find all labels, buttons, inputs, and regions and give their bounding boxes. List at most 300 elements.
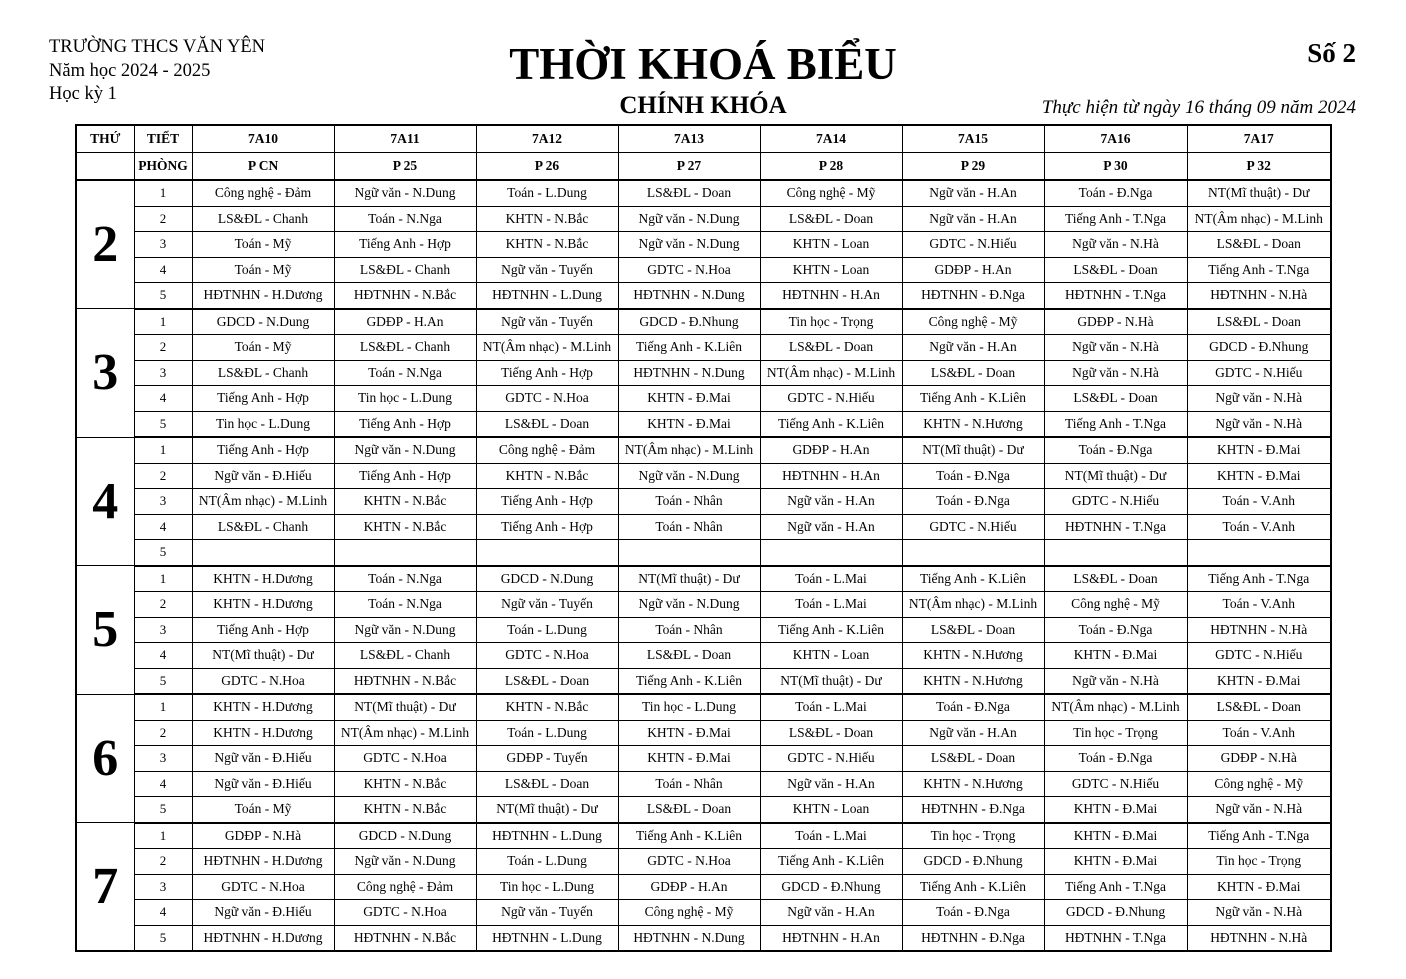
table-row (76, 257, 1331, 283)
lesson-cell: Toán - L.Mai (760, 566, 902, 592)
period-number: 5 (134, 797, 192, 823)
table-row (76, 411, 1331, 437)
lesson-cell: GDĐP - H.An (334, 309, 476, 335)
lesson-cell: HĐTNHN - N.Bắc (334, 925, 476, 951)
lesson-cell: GDĐP - N.Hà (1044, 309, 1187, 335)
lesson-cell: KHTN - H.Dương (192, 694, 334, 720)
lesson-cell: GDCD - N.Dung (476, 566, 618, 592)
lesson-cell: KHTN - Đ.Mai (1044, 797, 1187, 823)
lesson-cell: NT(Mĩ thuật) - Dư (902, 437, 1044, 463)
day-label: 3 (76, 309, 134, 438)
lesson-cell: Ngữ văn - N.Dung (334, 617, 476, 643)
lesson-cell: Ngữ văn - N.Hà (1187, 386, 1331, 412)
room-header: P 26 (476, 153, 618, 181)
table-row (76, 514, 1331, 540)
lesson-cell: HĐTNHN - Đ.Nga (902, 925, 1044, 951)
lesson-cell (476, 540, 618, 566)
table-row (76, 746, 1331, 772)
lesson-cell: GDTC - N.Hiếu (1187, 643, 1331, 669)
lesson-cell: GDĐP - H.An (618, 874, 760, 900)
lesson-cell: HĐTNHN - H.Dương (192, 849, 334, 875)
class-header: 7A11 (334, 125, 476, 153)
lesson-cell: Ngữ văn - N.Dung (618, 592, 760, 618)
table-row (76, 335, 1331, 361)
lesson-cell: Toán - Đ.Nga (1044, 437, 1187, 463)
lesson-cell: Tiếng Anh - K.Liên (902, 386, 1044, 412)
room-header: P CN (192, 153, 334, 181)
period-number: 4 (134, 257, 192, 283)
lesson-cell: HĐTNHN - L.Dung (476, 823, 618, 849)
table-row (76, 489, 1331, 515)
lesson-cell: GDCD - Đ.Nhung (1187, 335, 1331, 361)
lesson-cell: NT(Mĩ thuật) - Dư (192, 643, 334, 669)
lesson-cell: Ngữ văn - Đ.Hiếu (192, 463, 334, 489)
school-name: TRƯỜNG THCS VĂN YÊN (49, 37, 265, 57)
lesson-cell: Công nghệ - Mỹ (618, 900, 760, 926)
lesson-cell: Toán - Nhân (618, 617, 760, 643)
lesson-cell: GDTC - N.Hoa (618, 849, 760, 875)
lesson-cell (192, 540, 334, 566)
lesson-cell: LS&ĐL - Doan (1187, 694, 1331, 720)
lesson-cell: Tiếng Anh - Hợp (334, 411, 476, 437)
lesson-cell: LS&ĐL - Doan (902, 746, 1044, 772)
school-term: Học kỳ 1 (49, 84, 117, 104)
lesson-cell: NT(Mĩ thuật) - Dư (334, 694, 476, 720)
lesson-cell: HĐTNHN - T.Nga (1044, 925, 1187, 951)
lesson-cell: GDTC - N.Hoa (476, 643, 618, 669)
lesson-cell: NT(Âm nhạc) - M.Linh (618, 437, 760, 463)
lesson-cell: Toán - V.Anh (1187, 514, 1331, 540)
lesson-cell: Ngữ văn - H.An (902, 335, 1044, 361)
lesson-cell: Toán - V.Anh (1187, 720, 1331, 746)
lesson-cell: Ngữ văn - N.Dung (618, 463, 760, 489)
lesson-cell: NT(Mĩ thuật) - Dư (476, 797, 618, 823)
lesson-cell: GDCD - N.Dung (334, 823, 476, 849)
lesson-cell: NT(Mĩ thuật) - Dư (1044, 463, 1187, 489)
lesson-cell: GDĐP - H.An (902, 257, 1044, 283)
period-number: 2 (134, 463, 192, 489)
lesson-cell: LS&ĐL - Doan (476, 771, 618, 797)
lesson-cell: LS&ĐL - Doan (618, 180, 760, 206)
room-header: P 32 (1187, 153, 1331, 181)
lesson-cell: Ngữ văn - N.Hà (1044, 232, 1187, 258)
col-header-period: TIẾT (134, 125, 192, 153)
lesson-cell: HĐTNHN - N.Dung (618, 925, 760, 951)
lesson-cell (1187, 540, 1331, 566)
period-number: 3 (134, 874, 192, 900)
lesson-cell: LS&ĐL - Doan (902, 617, 1044, 643)
lesson-cell: KHTN - N.Bắc (476, 232, 618, 258)
day-label: 5 (76, 566, 134, 695)
lesson-cell: Ngữ văn - N.Dung (334, 849, 476, 875)
lesson-cell: GDĐP - Tuyến (476, 746, 618, 772)
lesson-cell: GDTC - N.Hoa (192, 874, 334, 900)
lesson-cell: Toán - L.Mai (760, 823, 902, 849)
lesson-cell: HĐTNHN - N.Hà (1187, 925, 1331, 951)
lesson-cell: Ngữ văn - Đ.Hiếu (192, 746, 334, 772)
lesson-cell: Ngữ văn - N.Dung (334, 437, 476, 463)
lesson-cell: NT(Âm nhạc) - M.Linh (476, 335, 618, 361)
lesson-cell: Toán - Nhân (618, 514, 760, 540)
lesson-cell: Tin học - L.Dung (334, 386, 476, 412)
lesson-cell: Ngữ văn - Tuyến (476, 900, 618, 926)
lesson-cell: Toán - N.Nga (334, 360, 476, 386)
lesson-cell: HĐTNHN - H.Dương (192, 283, 334, 309)
period-number: 3 (134, 360, 192, 386)
lesson-cell: Toán - Đ.Nga (1044, 617, 1187, 643)
period-number: 4 (134, 643, 192, 669)
lesson-cell: GDTC - N.Hiếu (760, 386, 902, 412)
lesson-cell: Tin học - Trọng (1187, 849, 1331, 875)
table-row (76, 720, 1331, 746)
lesson-cell: GDCD - Đ.Nhung (618, 309, 760, 335)
lesson-cell: Toán - Đ.Nga (902, 463, 1044, 489)
class-header: 7A15 (902, 125, 1044, 153)
lesson-cell: Công nghệ - Đảm (476, 437, 618, 463)
lesson-cell: Ngữ văn - Đ.Hiếu (192, 771, 334, 797)
lesson-cell: Tin học - Trọng (760, 309, 902, 335)
lesson-cell: NT(Âm nhạc) - M.Linh (334, 720, 476, 746)
lesson-cell: HĐTNHN - N.Dung (618, 283, 760, 309)
period-number: 1 (134, 694, 192, 720)
lesson-cell: LS&ĐL - Doan (1044, 257, 1187, 283)
lesson-cell: Ngữ văn - N.Hà (1187, 797, 1331, 823)
lesson-cell: Tiếng Anh - K.Liên (760, 411, 902, 437)
lesson-cell: Toán - Nhân (618, 771, 760, 797)
room-header: P 25 (334, 153, 476, 181)
col-header-blank (76, 153, 134, 181)
lesson-cell: KHTN - Loan (760, 257, 902, 283)
lesson-cell: KHTN - Đ.Mai (1044, 849, 1187, 875)
period-number: 2 (134, 206, 192, 232)
lesson-cell: Toán - Nhân (618, 489, 760, 515)
lesson-cell: Ngữ văn - N.Hà (1044, 335, 1187, 361)
lesson-cell: Ngữ văn - H.An (760, 900, 902, 926)
lesson-cell: GDTC - N.Hoa (192, 668, 334, 694)
lesson-cell: KHTN - N.Hương (902, 411, 1044, 437)
lesson-cell: HĐTNHN - Đ.Nga (902, 797, 1044, 823)
lesson-cell: LS&ĐL - Doan (760, 206, 902, 232)
lesson-cell: KHTN - N.Hương (902, 668, 1044, 694)
lesson-cell: Toán - L.Dung (476, 617, 618, 643)
lesson-cell: HĐTNHN - N.Bắc (334, 668, 476, 694)
lesson-cell: LS&ĐL - Chanh (192, 206, 334, 232)
lesson-cell (1044, 540, 1187, 566)
lesson-cell: Toán - Mỹ (192, 797, 334, 823)
room-header: P 28 (760, 153, 902, 181)
lesson-cell: HĐTNHN - H.An (760, 925, 902, 951)
lesson-cell: NT(Mĩ thuật) - Dư (760, 668, 902, 694)
lesson-cell: LS&ĐL - Chanh (192, 514, 334, 540)
lesson-cell: Tiếng Anh - Hợp (192, 617, 334, 643)
lesson-cell: Toán - L.Mai (760, 592, 902, 618)
lesson-cell: Tiếng Anh - K.Liên (902, 874, 1044, 900)
period-number: 3 (134, 232, 192, 258)
lesson-cell: GDTC - N.Hiếu (1044, 771, 1187, 797)
lesson-cell: LS&ĐL - Doan (1044, 386, 1187, 412)
lesson-cell: Ngữ văn - N.Hà (1187, 900, 1331, 926)
lesson-cell: Tin học - L.Dung (476, 874, 618, 900)
lesson-cell: GDCD - Đ.Nhung (902, 849, 1044, 875)
lesson-cell: LS&ĐL - Chanh (192, 360, 334, 386)
lesson-cell: Toán - V.Anh (1187, 592, 1331, 618)
lesson-cell: KHTN - N.Bắc (334, 514, 476, 540)
lesson-cell: Tiếng Anh - T.Nga (1044, 206, 1187, 232)
lesson-cell: Tin học - Trọng (902, 823, 1044, 849)
col-header-day: THỨ (76, 125, 134, 153)
lesson-cell: Công nghệ - Mỹ (1187, 771, 1331, 797)
day-label: 6 (76, 694, 134, 823)
lesson-cell: NT(Âm nhạc) - M.Linh (902, 592, 1044, 618)
lesson-cell: HĐTNHN - Đ.Nga (902, 283, 1044, 309)
day-label: 4 (76, 437, 134, 566)
lesson-cell: GDTC - N.Hiếu (760, 746, 902, 772)
table-row (76, 206, 1331, 232)
lesson-cell: Công nghệ - Mỹ (902, 309, 1044, 335)
lesson-cell: Ngữ văn - Tuyến (476, 257, 618, 283)
lesson-cell: Toán - Đ.Nga (902, 694, 1044, 720)
period-number: 2 (134, 592, 192, 618)
period-number: 3 (134, 489, 192, 515)
lesson-cell: GDTC - N.Hoa (476, 386, 618, 412)
lesson-cell: Tiếng Anh - T.Nga (1187, 823, 1331, 849)
table-row (76, 797, 1331, 823)
table-row (76, 180, 1331, 206)
lesson-cell: HĐTNHN - T.Nga (1044, 514, 1187, 540)
lesson-cell: HĐTNHN - H.An (760, 283, 902, 309)
lesson-cell: Ngữ văn - N.Hà (1187, 411, 1331, 437)
period-number: 1 (134, 309, 192, 335)
lesson-cell: Công nghệ - Đảm (192, 180, 334, 206)
lesson-cell: Toán - Đ.Nga (902, 489, 1044, 515)
lesson-cell: Tiếng Anh - T.Nga (1187, 257, 1331, 283)
period-number: 1 (134, 823, 192, 849)
lesson-cell: Toán - L.Dung (476, 849, 618, 875)
lesson-cell: Công nghệ - Mỹ (760, 180, 902, 206)
lesson-cell: Tiếng Anh - K.Liên (760, 849, 902, 875)
lesson-cell: Tiếng Anh - K.Liên (618, 335, 760, 361)
lesson-cell: Tiếng Anh - T.Nga (1187, 566, 1331, 592)
table-row (76, 566, 1331, 592)
lesson-cell: Toán - Đ.Nga (1044, 746, 1187, 772)
lesson-cell: Ngữ văn - H.An (902, 180, 1044, 206)
lesson-cell: LS&ĐL - Doan (902, 360, 1044, 386)
lesson-cell: HĐTNHN - L.Dung (476, 283, 618, 309)
period-number: 4 (134, 514, 192, 540)
lesson-cell: Tiếng Anh - T.Nga (1044, 874, 1187, 900)
lesson-cell: HĐTNHN - L.Dung (476, 925, 618, 951)
period-number: 4 (134, 771, 192, 797)
period-number: 5 (134, 411, 192, 437)
lesson-cell: LS&ĐL - Doan (618, 643, 760, 669)
timetable (75, 124, 1332, 952)
period-number: 5 (134, 668, 192, 694)
lesson-cell: KHTN - N.Bắc (476, 463, 618, 489)
lesson-cell: GDTC - N.Hiếu (1044, 489, 1187, 515)
lesson-cell: KHTN - Đ.Mai (618, 746, 760, 772)
lesson-cell: GDĐP - N.Hà (192, 823, 334, 849)
lesson-cell (902, 540, 1044, 566)
lesson-cell: GDTC - N.Hiếu (902, 514, 1044, 540)
lesson-cell: Toán - Mỹ (192, 232, 334, 258)
lesson-cell: Toán - Đ.Nga (902, 900, 1044, 926)
lesson-cell: Công nghệ - Đảm (334, 874, 476, 900)
lesson-cell: GDCD - N.Dung (192, 309, 334, 335)
lesson-cell: HĐTNHN - H.An (760, 463, 902, 489)
timetable-body (76, 180, 1331, 951)
lesson-cell: Ngữ văn - N.Hà (1044, 360, 1187, 386)
table-row (76, 437, 1331, 463)
page-title: THỜI KHOÁ BIỂU (509, 39, 897, 89)
lesson-cell: KHTN - Loan (760, 797, 902, 823)
lesson-cell: GDTC - N.Hoa (618, 257, 760, 283)
table-row (76, 874, 1331, 900)
table-row (76, 617, 1331, 643)
table-row (76, 900, 1331, 926)
table-row (76, 360, 1331, 386)
lesson-cell: Tiếng Anh - T.Nga (1044, 411, 1187, 437)
lesson-cell: Toán - N.Nga (334, 592, 476, 618)
lesson-cell: Ngữ văn - Đ.Hiếu (192, 900, 334, 926)
room-header: P 27 (618, 153, 760, 181)
lesson-cell: LS&ĐL - Doan (1044, 566, 1187, 592)
effective-date: Thực hiện từ ngày 16 tháng 09 năm 2024 (1041, 97, 1356, 118)
lesson-cell: LS&ĐL - Chanh (334, 257, 476, 283)
period-number: 3 (134, 746, 192, 772)
lesson-cell: GDCD - Đ.Nhung (1044, 900, 1187, 926)
table-row (76, 386, 1331, 412)
lesson-cell: Ngữ văn - N.Dung (618, 206, 760, 232)
lesson-cell: Toán - V.Anh (1187, 489, 1331, 515)
lesson-cell: Tin học - L.Dung (618, 694, 760, 720)
period-number: 1 (134, 566, 192, 592)
lesson-cell: GDTC - N.Hiếu (902, 232, 1044, 258)
table-row (76, 643, 1331, 669)
lesson-cell: KHTN - H.Dương (192, 566, 334, 592)
lesson-cell: Toán - L.Dung (476, 720, 618, 746)
table-row (76, 668, 1331, 694)
lesson-cell: Toán - L.Dung (476, 180, 618, 206)
lesson-cell: KHTN - Đ.Mai (1187, 668, 1331, 694)
lesson-cell: LS&ĐL - Doan (760, 335, 902, 361)
lesson-cell: Tiếng Anh - K.Liên (760, 617, 902, 643)
lesson-cell: Ngữ văn - N.Dung (334, 180, 476, 206)
lesson-cell: Ngữ văn - Tuyến (476, 309, 618, 335)
lesson-cell: GDĐP - H.An (760, 437, 902, 463)
lesson-cell: KHTN - Đ.Mai (618, 720, 760, 746)
table-row (76, 309, 1331, 335)
lesson-cell: GDTC - N.Hiếu (1187, 360, 1331, 386)
table-row (76, 694, 1331, 720)
period-number: 2 (134, 335, 192, 361)
class-header: 7A13 (618, 125, 760, 153)
lesson-cell: NT(Âm nhạc) - M.Linh (760, 360, 902, 386)
lesson-cell: HĐTNHN - N.Dung (618, 360, 760, 386)
period-number: 5 (134, 283, 192, 309)
lesson-cell: KHTN - N.Hương (902, 771, 1044, 797)
period-number: 2 (134, 849, 192, 875)
lesson-cell: Tin học - Trọng (1044, 720, 1187, 746)
lesson-cell: Ngữ văn - H.An (760, 771, 902, 797)
col-header-room: PHÒNG (134, 153, 192, 181)
lesson-cell: HĐTNHN - N.Hà (1187, 617, 1331, 643)
period-number: 1 (134, 180, 192, 206)
lesson-cell: Tiếng Anh - K.Liên (618, 668, 760, 694)
lesson-cell: NT(Mĩ thuật) - Dư (618, 566, 760, 592)
lesson-cell: KHTN - Loan (760, 232, 902, 258)
period-number: 5 (134, 540, 192, 566)
period-number: 1 (134, 437, 192, 463)
lesson-cell: GDĐP - N.Hà (1187, 746, 1331, 772)
lesson-cell: LS&ĐL - Doan (1187, 309, 1331, 335)
table-row (76, 849, 1331, 875)
lesson-cell: Tiếng Anh - Hợp (334, 463, 476, 489)
class-header: 7A10 (192, 125, 334, 153)
table-row (76, 540, 1331, 566)
lesson-cell: Toán - Mỹ (192, 335, 334, 361)
table-row (76, 823, 1331, 849)
period-number: 4 (134, 386, 192, 412)
class-header: 7A16 (1044, 125, 1187, 153)
lesson-cell: Toán - N.Nga (334, 206, 476, 232)
school-year: Năm học 2024 - 2025 (49, 60, 211, 81)
table-row (76, 592, 1331, 618)
lesson-cell (760, 540, 902, 566)
table-row (76, 925, 1331, 951)
lesson-cell: KHTN - N.Bắc (476, 694, 618, 720)
day-label: 7 (76, 823, 134, 952)
lesson-cell: LS&ĐL - Doan (1187, 232, 1331, 258)
lesson-cell (334, 540, 476, 566)
lesson-cell: LS&ĐL - Chanh (334, 643, 476, 669)
lesson-cell: HĐTNHN - N.Hà (1187, 283, 1331, 309)
lesson-cell (618, 540, 760, 566)
document-number: Số 2 (1307, 38, 1356, 68)
lesson-cell: Tiếng Anh - K.Liên (618, 823, 760, 849)
lesson-cell: KHTN - Đ.Mai (1044, 823, 1187, 849)
lesson-cell: KHTN - Đ.Mai (618, 386, 760, 412)
period-number: 5 (134, 925, 192, 951)
lesson-cell: KHTN - N.Bắc (334, 771, 476, 797)
lesson-cell: KHTN - H.Dương (192, 592, 334, 618)
table-row (76, 463, 1331, 489)
lesson-cell: GDCD - Đ.Nhung (760, 874, 902, 900)
lesson-cell: Tiếng Anh - Hợp (192, 386, 334, 412)
lesson-cell: KHTN - N.Hương (902, 643, 1044, 669)
lesson-cell: HĐTNHN - T.Nga (1044, 283, 1187, 309)
lesson-cell: Toán - Đ.Nga (1044, 180, 1187, 206)
lesson-cell: Ngữ văn - Tuyến (476, 592, 618, 618)
lesson-cell: LS&ĐL - Chanh (334, 335, 476, 361)
lesson-cell: Tiếng Anh - Hợp (476, 514, 618, 540)
lesson-cell: Ngữ văn - H.An (760, 489, 902, 515)
lesson-cell: Tin học - L.Dung (192, 411, 334, 437)
lesson-cell: KHTN - Đ.Mai (1187, 874, 1331, 900)
class-header: 7A14 (760, 125, 902, 153)
lesson-cell: Tiếng Anh - K.Liên (902, 566, 1044, 592)
lesson-cell: Ngữ văn - N.Hà (1044, 668, 1187, 694)
lesson-cell: KHTN - Đ.Mai (618, 411, 760, 437)
lesson-cell: Ngữ văn - H.An (902, 206, 1044, 232)
class-header: 7A12 (476, 125, 618, 153)
room-header: P 29 (902, 153, 1044, 181)
period-number: 2 (134, 720, 192, 746)
page-subtitle: CHÍNH KHÓA (619, 92, 787, 119)
period-number: 3 (134, 617, 192, 643)
lesson-cell: GDTC - N.Hoa (334, 900, 476, 926)
lesson-cell: Công nghệ - Mỹ (1044, 592, 1187, 618)
lesson-cell: HĐTNHN - H.Dương (192, 925, 334, 951)
